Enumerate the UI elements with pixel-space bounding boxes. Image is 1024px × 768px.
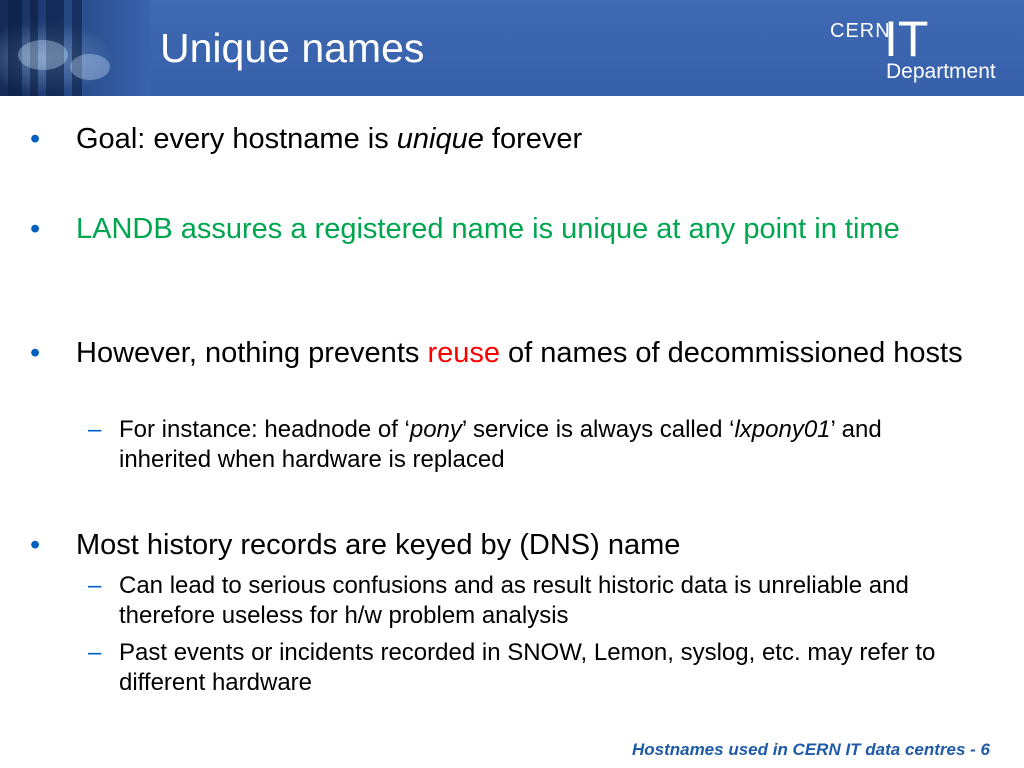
- cern-it-logo: [820, 10, 1020, 90]
- emphasis-reuse: reuse: [427, 337, 500, 369]
- emphasis-lxpony01: lxpony01: [734, 416, 831, 443]
- page-title: Unique names: [160, 25, 425, 71]
- bullet-text-part: Goal: every hostname is: [76, 123, 397, 155]
- bullet-text-part: forever: [483, 123, 583, 155]
- header-bar: [0, 0, 1024, 96]
- dash-marker: –: [88, 572, 102, 599]
- logo-it: IT: [884, 11, 929, 67]
- sub-text-part: For instance: headnode of ‘: [119, 416, 410, 443]
- bullet-text: Most history records are keyed by (DNS) name: [76, 529, 681, 561]
- bullet-marker: •: [30, 337, 41, 369]
- bullet-text: [76, 123, 996, 156]
- bullet-text-part: However, nothing prevents: [76, 337, 428, 369]
- logo-cern: CERN: [830, 20, 891, 42]
- sub-text-part: ’ and inherited when hardware is replaced: [119, 416, 882, 473]
- sub-text-part: ’ service is always called ‘: [461, 416, 735, 443]
- bullet-marker: •: [30, 213, 41, 245]
- sub-bullet-text: [119, 415, 969, 475]
- bullet-text: LANDB assures a registered name is unique at any point in time: [76, 213, 900, 245]
- bullet-marker: •: [30, 123, 41, 155]
- header-photo: [0, 0, 150, 96]
- footer-text: Hostnames used in CERN IT data centres - 6: [631, 740, 990, 759]
- dash-marker: –: [88, 639, 102, 666]
- bullet-text: [76, 337, 996, 370]
- emphasis-unique: unique: [396, 123, 484, 155]
- sub-bullet-text: Can lead to serious confusions and as result historic data is unreliable and therefore useless for h/w problem analysis: [119, 572, 909, 629]
- emphasis-pony: pony: [409, 416, 462, 443]
- logo-department: Department: [886, 60, 996, 83]
- sub-bullet-text: Past events or incidents recorded in SNOW, Lemon, syslog, etc. may refer to different hardware: [119, 639, 936, 696]
- bullet-text-part: of names of decommissioned hosts: [499, 337, 963, 369]
- bullet-marker: •: [30, 529, 41, 561]
- dash-marker: –: [88, 416, 102, 443]
